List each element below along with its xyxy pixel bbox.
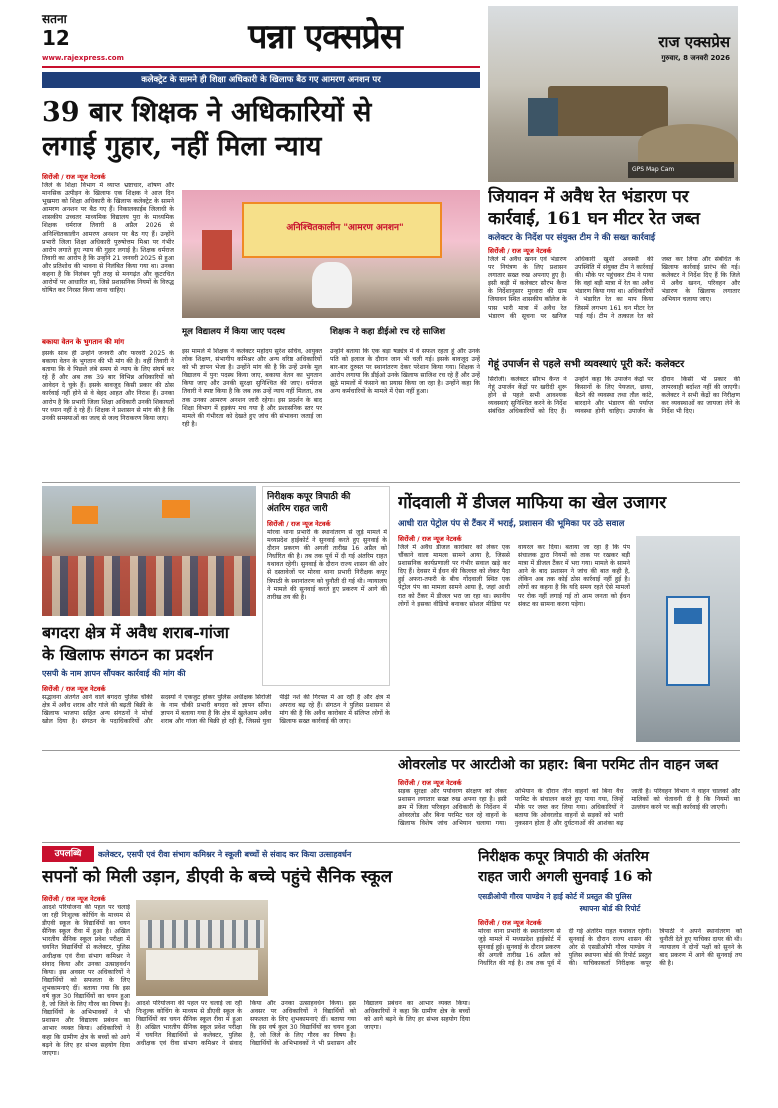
diesel-headline: गोंदवाली में डीजल माफिया का खेल उजागर (398, 493, 667, 513)
protest-byline: सिरोंजी / राज न्यूज नेटवर्क (42, 685, 106, 693)
masthead-divider (42, 66, 480, 68)
rto-byline: सिरोंजी / राज न्यूज नेटवर्क (398, 779, 462, 787)
diesel-body: जिले में अवैध डीजल कारोबार को लेकर एक चौंकाने वाला मामला सामने आया है, जिससे प्रशासनिक कार्यप्रणाली पर गंभीर सवाल खड़े कर दिए हैं। देवसर में ईंधन की किल्लत को लेकर पैदा हुई अफरा-तफरी के बीच गोंदवाली स्थित एक पेट्रोल पंप का मामला सामने आया है, जहां आधी रात को टैंकर में डीजल भरा जा रहा था। स्थानीय लोगों ने इसका वीडियो बनाकर सोशल मीडिया पर वायरल कर दिया। बताया जा रहा है कि पंप संचालक द्वारा नियमों को ताक पर रखकर बड़ी मात्रा में डीजल टैंकर में भरा गया। मामले के सामने आने के बाद प्रशासन ने जांच की बात कही है, लेकिन अब तक कोई ठोस कार्रवाई नहीं हुई है। लोगों का कहना है कि यदि समय रहते ऐसे मामलों पर रोक नहीं लगाई गई तो आम जनता को ईंधन संकट का सामना करना पड़ेगा। (398, 544, 630, 608)
lead-body-4: उन्होंने बताया कि एक बड़ा षड्यंत्र में वे सफल रहता हूं और उनके पति को इलाज के दौरान जान भी चली गई। इसके बावजूद उन्हें बार-बार दुरुस्त पर स्थानांतरण देकर परेशान किया गया। शिक्षक ने आरोप लगाया कि डीईओ उनके खिलाफ साजिश रच रहे हैं और उन्हें झूठे मामलों में फंसाने का प्रयास किया जा रहा है। उन्होंने कहा कि अन्य कर्मचारियों के मामले में ऐसा नहीं हुआ। (330, 348, 480, 396)
lead-headline-1: 39 बार शिक्षक ने अधिकारियों से (42, 97, 372, 128)
kapoor-main-deck-1: एसडीओपी गौरव पाण्डेय ने हाई कोर्ट में प्रस्तुत की पुलिस (478, 892, 632, 901)
protest-body: सद्भावना अंतर्गत आने वाले बगदरा पुलिस चौकी क्षेत्र में अवैध शराब और गांजे की बढ़ती बिक्री के खिलाफ भाजपा सहित अन्य संगठनों ने मोर्चा खोल दिया है। संगठन के पदाधिकारियों और सदस्यों ने एकजुट होकर पुलिस अधीक्षक सिरोंजी के नाम चौकी प्रभारी बगदरा को ज्ञापन सौंपा। ज्ञापन में बताया गया है कि क्षेत्र में खुलेआम अवैध शराब और गांजा की बिक्री हो रही है, जिससे युवा पीढ़ी नशे की गिरफ्त में आ रही है और क्षेत्र में अपराध बढ़ रहे हैं। संगठन ने पुलिस प्रशासन से मांग की है कि अवैध कारोबार में संलिप्त लोगों के खिलाफ सख्त कार्रवाई की जाए। (42, 694, 390, 726)
kapoor-main-deck-2: स्थापना बोर्ड की रिपोर्ट (579, 904, 641, 913)
protest-crowd (42, 556, 256, 616)
sand-body: जिले में अवैध खनन एवं भंडारण पर नियंत्रण के लिए प्रशासन लगातार सख्त रुख अपनाए हुए है। इसी कड़ी में कलेक्टर सौरभ कैन्त के निर्देशानुसार मुरवारा की ग्राम जियावन स्थित शासकीय कॉलेज के पास भारी मात्रा में अवैध रेत भंडारण की सूचना पर खनिज अधिकारी खुशी अवस्थी की उपस्थिति में संयुक्त टीम ने कार्रवाई की। मौके पर पहुंचकर टीम ने पाया कि वहां बड़ी मात्रा में रेत का अवैध भंडारण किया गया था। अधिकारियों ने भंडारित रेत का माप किया जिसमें लगभग 161 घन मीटर रेत पाई गई। टीम ने तत्काल रेत को जब्त कर लिया और संबंधित के खिलाफ कार्रवाई प्रारंभ की गई। कलेक्टर ने निर्देश दिए हैं कि जिले में अवैध खनन, परिवहन और भंडारण के खिलाफ लगातार अभियान चलाया जाए। (488, 256, 740, 320)
kapoor-box-headline-1: निरीक्षक कपूर त्रिपाठी की (267, 492, 351, 502)
diesel-photo (636, 536, 740, 742)
protest-headline-2: के खिलाफ संगठन का प्रदर्शन (42, 645, 213, 664)
achievement-label-text: उपलब्धि (54, 849, 82, 859)
achievement-label (42, 846, 94, 862)
diesel-byline: सिरोंजी / राज न्यूज नेटवर्क (398, 535, 462, 543)
lead-kicker (42, 72, 480, 88)
lead-photo-banner-text: अनिश्चितकालीन "आमरण अनशन" (286, 223, 404, 233)
achievement-headline: सपनों को मिली उड़ान, डीएवी के बच्चे पहुंचे सैनिक स्कूल (42, 867, 393, 887)
lead-body-1: जिले के शिक्षा विभाग में व्याप्त भ्रष्टाचार, शोषण और मानसिक उत्पीड़न के खिलाफ एक शिक्षक ने आज दिन भूखमरा को शिक्षा अधिकारी के खिलाफ कलेक्ट्रेट के सामने आमरण अनशन पर बैठ गए हैं। निकालकाईब जिलाधी के शासकीय उच्चतर माध्यमिक विद्यालय पुरा के माध्यमिक शिक्षक धर्मराज तिवारी 8 अप्रैल 2026 से अनिश्चितकालीन आमरण अनशन पर बैठ गए हैं। उन्होंने प्रभारी जिला शिक्षा अधिकारी पुरुषोत्तम मिश्रा पर गंभीर आरोप लगाते हुए न्याय की गुहार लगाई है। शिक्षक धर्मराज तिवारी का आरोप है कि उन्होंने 21 जनवरी 2025 से हुआ और प्रतिशोध की भावना से निलंबित किया गया था। उनका कहना है कि निलंबन पूरी तरह से मनगढ़ंत और कूटरचित आरोपों पर आधारित था, जिसे प्रशासनिक नियमों के विरुद्ध घोषित कर निरस्त किया जाना चाहिए। (42, 182, 174, 295)
protest-headline-1: बगदरा क्षेत्र में अवैध शराब-गांजा (42, 623, 229, 642)
sand-deck: कलेक्टर के निर्देश पर संयुक्त टीम ने की सख्त कार्रवाई (488, 233, 656, 243)
gps-badge (628, 162, 734, 178)
achievement-photo-students (140, 920, 264, 948)
lead-sub-2: मूल विद्यालय में किया जाए पदस्थ (182, 327, 285, 337)
wheat-body: सिरोंजी। कलेक्टर सौरभ कैन्त ने गेहूं उपार्जन केंद्रों पर खरीदी शुरू होने से पहले सभी आवश्यक व्यवस्थाएं सुनिश्चित करने के निर्देश संबंधित अधिकारियों को दिए हैं। उन्होंने कहा कि उपार्जन केंद्रों पर किसानों के लिए पेयजल, छाया, बैठने की व्यवस्था तथा तौल कांटे, बारदाने और भंडारण की पर्याप्त व्यवस्था होनी चाहिए। उपार्जन के दौरान किसी भी प्रकार की लापरवाही बर्दाश्त नहीं की जाएगी। कलेक्टर ने सभी केंद्रों का निरीक्षण कर व्यवस्थाओं का जायजा लेने के निर्देश भी दिए। (488, 376, 740, 416)
lead-sub-1: बकाया वेतन के भुगतान की मांग (42, 338, 125, 346)
protest-deck: एसपी के नाम ज्ञापन सौंपकर कार्रवाई की मांग की (42, 669, 186, 678)
raj-express-photo (488, 6, 738, 182)
section-divider-3 (42, 842, 740, 843)
gps-badge-text: GPS Map Cam (632, 166, 675, 173)
achievement-photo-table (146, 950, 258, 980)
section-divider-2 (42, 750, 740, 751)
masthead-url[interactable]: www.rajexpress.com (42, 54, 124, 62)
sand-pile (638, 124, 738, 164)
sand-headline-1: जियावन में अवैध रेत भंडारण पर (488, 187, 689, 207)
sand-headline-2: कार्रवाई, 161 घन मीटर रेत जब्त (488, 209, 700, 229)
page-number: 12 (42, 26, 70, 50)
kapoor-main-byline: सिरोंजी / राज न्यूज नेटवर्क (478, 919, 542, 927)
section-divider-1 (42, 482, 740, 483)
kapoor-box (262, 486, 390, 686)
truck-shape (548, 86, 668, 136)
kapoor-box-headline-2: अंतरिम राहत जारी (267, 504, 328, 514)
kapoor-main-headline-2: राहत जारी अगली सुनवाई 16 को (478, 869, 652, 885)
rto-body: सड़क सुरक्षा और पर्यावरण संरक्षण को लेकर प्रशासन लगातार सख्त रुख अपना रहा है। इसी क्रम में जिला परिवहन अधिकारी के निर्देशन में ओवरलोड और बिना परमिट चल रहे वाहनों के खिलाफ विशेष जांच अभियान चलाया गया। अभियान के दौरान तीन वाहनों को बिना वैध परमिट के संचालन करते हुए पाया गया, जिन्हें मौके पर जब्त कर लिया गया। अधिकारियों ने बताया कि ओवरलोड वाहनों से सड़कों को भारी नुकसान होता है और दुर्घटनाओं की आशंका बढ़ जाती है। परिवहन विभाग ने वाहन चालकों और मालिकों को चेतावनी दी है कि नियमों का उल्लंघन करने पर कड़ी कार्रवाई की जाएगी। (398, 788, 740, 828)
rto-headline: ओवरलोड पर आरटीओ का प्रहार: बिना परमिट तीन वाहन जब्त (398, 757, 719, 773)
lead-byline: सिरोंजी / राज न्यूज नेटवर्क (42, 173, 106, 181)
lead-headline-2: लगाई गुहार, नहीं मिला न्याय (42, 131, 322, 162)
lead-kicker-text: कलेक्ट्रेट के सामने ही शिक्षा अधिकारी के खिलाफ बैठ गए आमरण अनशन पर (141, 75, 381, 85)
masthead-city: सतना (42, 12, 67, 26)
lead-body-3: इस मामले में शिक्षक ने कलेक्टर महोदय सुरेश सचिव, आयुक्त लोक शिक्षण, संभागीय कमिश्नर और अन्य वरिष्ठ अधिकारियों को भी ज्ञापन भेजा है। उन्होंने मांग की है कि उन्हें उनके मूल विद्यालय में पुनः पदस्थ किया जाए, बकाया वेतन का भुगतान किया जाए और उनकी सुरक्षा सुनिश्चित की जाए। धर्मराज तिवारी ने स्पष्ट किया है कि जब तक उन्हें न्याय नहीं मिलता, तब तक उनका आमरण अनशन जारी रहेगा। इस प्रदर्शन के बाद शिक्षा विभाग में हड़कंप मच गया है और प्रशासनिक स्तर पर मामले की गंभीरता को देखते हुए जांच की संभावना जताई जा रही है। (182, 348, 322, 428)
achievement-body-col1: आदर्श परियोजना की पहल पर चलाई जा रही निःशुल्क कोचिंग के माध्यम से डीएवी स्कूल के विद्यार्थियों का चयन सैनिक स्कूल रीवा में हुआ है। अखिल भारतीय सैनिक स्कूल प्रवेश परीक्षा में चयनित विद्यार्थियों से कलेक्टर, पुलिस अधीक्षक एवं रीवा संभाग कमिश्नर ने संवाद किया और उनका उत्साहवर्धन किया। इस अवसर पर अधिकारियों ने विद्यार्थियों को सफलता के लिए शुभकामनाएं दीं। बताया गया कि इस वर्ष कुल 30 विद्यार्थियों का चयन हुआ है, जो जिले के लिए गौरव का विषय है। विद्यार्थियों के अभिभावकों ने भी प्रशासन और विद्यालय प्रबंधन का आभार व्यक्त किया। अधिकारियों ने कहा कि ग्रामीण क्षेत्र के बच्चों को आगे बढ़ने के लिए हर संभव सहयोग दिया जाएगा। (42, 904, 130, 1057)
masthead-title: पन्ना एक्सप्रेस (248, 17, 402, 57)
achievement-body-rest: आदर्श परियोजना की पहल पर चलाई जा रही निःशुल्क कोचिंग के माध्यम से डीएवी स्कूल के विद्यार्थियों का चयन सैनिक स्कूल रीवा में हुआ है। अखिल भारतीय सैनिक स्कूल प्रवेश परीक्षा में चयनित विद्यार्थियों से कलेक्टर, पुलिस अधीक्षक एवं रीवा संभाग कमिश्नर ने संवाद किया और उनका उत्साहवर्धन किया। इस अवसर पर अधिकारियों ने विद्यार्थियों को सफलता के लिए शुभकामनाएं दीं। बताया गया कि इस वर्ष कुल 30 विद्यार्थियों का चयन हुआ है, जो जिले के लिए गौरव का विषय है। विद्यार्थियों के अभिभावकों ने भी प्रशासन और विद्यालय प्रबंधन का आभार व्यक्त किया। अधिकारियों ने कहा कि ग्रामीण क्षेत्र के बच्चों को आगे बढ़ने के लिए हर संभव सहयोग दिया जाएगा। (136, 1000, 470, 1048)
lead-photo (182, 190, 480, 318)
sand-byline: सिरोंजी / राज न्यूज नेटवर्क (488, 247, 552, 255)
lead-sub-3: शिक्षक ने कहा डीईओ रच रहे साजिश (330, 327, 446, 337)
achievement-photo (136, 900, 268, 996)
kapoor-main-body: मोरवा थाना प्रभारी के स्थानांतरण से जुड़े मामले में मध्यप्रदेश हाईकोर्ट में सुनवाई हुई। सुनवाई के दौरान प्रकरण की अगली तारीख 16 अप्रैल को निर्धारित की गई है। तब तक पूर्व में दी गई अंतरिम राहत यथावत रहेगी। सुनवाई के दौरान राज्य शासन की ओर से एसडीओपी गौरव पाण्डेय ने पुलिस स्थापना बोर्ड की रिपोर्ट प्रस्तुत की। याचिकाकर्ता निरीक्षक कपूर त्रिपाठी ने अपने स्थानांतरण को चुनौती देते हुए याचिका दायर की थी। न्यायालय ने दोनों पक्षों को सुनने के बाद प्रकरण में आगे की सुनवाई तय की है। (478, 928, 742, 968)
kapoor-box-byline: सिरोंजी / राज न्यूज नेटवर्क (267, 520, 331, 528)
fuel-pump-screen (674, 608, 702, 624)
brand-date: गुरुवार, 8 जनवरी 2026 (661, 54, 730, 62)
protest-photo (42, 486, 256, 616)
kapoor-main-headline-1: निरीक्षक कपूर त्रिपाठी की अंतरिम (478, 849, 649, 865)
wheat-headline: गेहूं उपार्जन से पहले सभी व्यवस्थाएं पूरी करें: कलेक्टर (488, 359, 685, 370)
protest-flag-1 (72, 506, 98, 524)
achievement-byline: सिरोंजी / राज न्यूज नेटवर्क (42, 895, 106, 903)
brand-label: राज एक्सप्रेस (658, 33, 730, 51)
achievement-kicker: कलेक्टर, एसपी एवं रीवा संभाग कमिश्नर ने स्कूली बच्चों से संवाद कर किया उत्साहवर्धन (98, 850, 352, 859)
kapoor-box-body: मोरवा थाना प्रभारी के स्थानांतरण से जुड़े मामले में मध्यप्रदेश हाईकोर्ट ने सुनवाई करते हुए सुनवाई के दौरान प्रकरण की अगली तारीख 16 अप्रैल को निर्धारित की है। तब तक पूर्व में दी गई अंतरिम राहत यथावत रहेगी। सुनवाई के दौरान राज्य शासन की ओर से दस्तावेजों पर मोरवा थाना प्रभारी निरीक्षक कपूर त्रिपाठी के स्थानांतरण को चुनौती दी गई थी। न्यायालय ने मामले की सुनवाई करते हुए प्रकरण में आगे की तारीख तय की है। (267, 529, 387, 601)
truck-cab (528, 98, 558, 136)
lead-photo-portrait (202, 230, 232, 270)
diesel-deck: आधी रात पेट्रोल पंप से टैंकर में भराई, प्रशासन की भूमिका पर उठे सवाल (398, 519, 625, 529)
protest-flag-2 (162, 500, 190, 518)
lead-body-2: इसके साथ ही उन्होंने जनवरी और फरवरी 2025 के बकाया वेतन के भुगतान की भी मांग की है। वहीं तिवारी ने बताया कि वे पिछले लंबे समय से न्याय के लिए संघर्ष कर रहे हैं और अब तक 39 बार विभिन्न अधिकारियों को आवेदन दे चुके हैं। इसके बावजूद किसी प्रकार की ठोस कार्रवाई नहीं होने से वे बेहद आहत और निराश हैं। उनका आरोप है कि प्रभारी जिला शिक्षा अधिकारी उनकी शिकायतों पर ध्यान नहीं दे रहे हैं। शिक्षक ने प्रशासन से मांग की है कि उनकी समस्याओं का जल्द से जल्द निराकरण किया जाए। (42, 350, 174, 422)
lead-photo-person (312, 262, 352, 308)
